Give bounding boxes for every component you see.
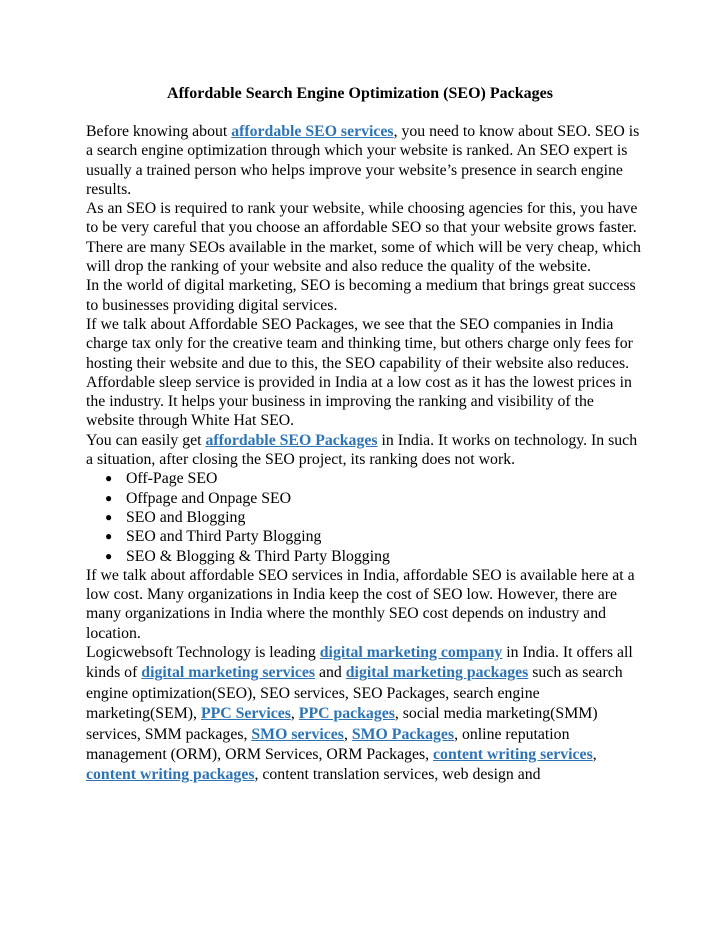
bullet-icon: ● bbox=[105, 490, 113, 505]
paragraph-affordable-india: If we talk about affordable SEO services in India, affordable SEO is available here at a low cost. Many organizations in India keep the cost of SEO low. However, there are many organizations in India where the monthly SEO cost depends on industry and location. bbox=[86, 566, 635, 642]
text-run: in India. It works on technology. In such a situation, after closing the SEO project, its ranking does not work. bbox=[86, 431, 638, 469]
text-run: , bbox=[290, 705, 299, 723]
smo-services-link[interactable]: SMO services bbox=[251, 725, 344, 743]
text-run: Logicwebsoft Technology is leading bbox=[86, 644, 320, 662]
content-writing-packages-link[interactable]: content writing packages bbox=[86, 766, 255, 784]
digital-marketing-services-link[interactable]: digital marketing services bbox=[141, 664, 316, 682]
text-run: , you need to know about SEO. SEO is a search engine optimization through which your website is ranked. An SEO expert is usually a trained person who helps improve your website’s presence in search engine results. bbox=[86, 123, 640, 198]
digital-marketing-packages-link[interactable]: digital marketing packages bbox=[345, 664, 529, 682]
bullet-icon: ● bbox=[105, 509, 113, 524]
text-run: in India. It offers all kinds of bbox=[86, 644, 633, 682]
paragraph-easily-get bbox=[86, 431, 642, 470]
bullet-icon: ● bbox=[105, 471, 113, 486]
smo-packages-link[interactable]: SMO Packages bbox=[351, 725, 455, 743]
list-item bbox=[105, 547, 642, 566]
affordable-seo-packages-link[interactable]: affordable SEO Packages bbox=[205, 431, 378, 449]
text-run: , bbox=[343, 725, 352, 743]
affordable-seo-services-link[interactable]: affordable SEO services bbox=[231, 123, 394, 140]
text-run: , online reputation management (ORM), ORM Services, ORM Packages, bbox=[86, 725, 570, 764]
list-item-label: Offpage and Onpage SEO bbox=[126, 489, 292, 507]
seo-types-list bbox=[86, 469, 642, 565]
document-body bbox=[86, 122, 642, 786]
list-item-label: SEO and Blogging bbox=[126, 508, 246, 526]
paragraph-logicwebsoft bbox=[86, 643, 642, 786]
text-run: , social media marketing(SMM) services, SMM packages, bbox=[86, 705, 598, 743]
text-run: , bbox=[592, 746, 597, 764]
bullet-icon: ● bbox=[105, 548, 113, 563]
list-item-label: Off-Page SEO bbox=[126, 470, 218, 488]
paragraph-intro bbox=[86, 122, 642, 199]
text-run: , content translation services, web design and bbox=[254, 766, 541, 784]
bullet-icon: ● bbox=[105, 529, 113, 544]
digital-marketing-company-link[interactable]: digital marketing company bbox=[319, 644, 503, 662]
text-run: You can easily get bbox=[86, 431, 206, 449]
ppc-services-link[interactable]: PPC Services bbox=[200, 705, 291, 723]
text-run: Before knowing about bbox=[86, 123, 232, 140]
text-run: and bbox=[315, 664, 346, 682]
paragraph-seo-required: As an SEO is required to rank your website, while choosing agencies for this, you have to be very careful that you choose an affordable SEO so that your website grows faster. There are many SEOs available in the market, some of which will be very cheap, which will drop the ranking of your website and also reduce the quality of the website. bbox=[86, 200, 641, 276]
text-run: such as search engine optimization(SEO), SEO services, SEO Packages, search engine marketing(SEM), bbox=[86, 664, 623, 723]
list-item-label: SEO and Third Party Blogging bbox=[126, 528, 322, 546]
list-item bbox=[105, 469, 642, 488]
ppc-packages-link[interactable]: PPC packages bbox=[298, 705, 395, 723]
paragraph-digital-marketing: In the world of digital marketing, SEO is becoming a medium that brings great success to businesses providing digital services. bbox=[86, 277, 636, 314]
content-writing-services-link[interactable]: content writing services bbox=[433, 746, 593, 764]
list-item bbox=[105, 527, 642, 546]
paragraph-affordable-service: Affordable sleep service is provided in India at a low cost as it has the lowest prices in the industry. It helps your business in improving the ranking and visibility of the website through White Hat SEO. bbox=[86, 373, 632, 430]
list-item bbox=[105, 489, 642, 508]
list-item-label: SEO & Blogging & Third Party Blogging bbox=[126, 547, 390, 565]
paragraph-affordable-packages: If we talk about Affordable SEO Packages, we see that the SEO companies in India charge tax only for the creative team and thinking time, but others charge only fees for hosting their website and due to this, the SEO capability of their website also reduces. bbox=[86, 315, 633, 372]
document-title: Affordable Search Engine Optimization (SEO) Packages bbox=[167, 85, 553, 102]
list-item bbox=[105, 508, 642, 527]
